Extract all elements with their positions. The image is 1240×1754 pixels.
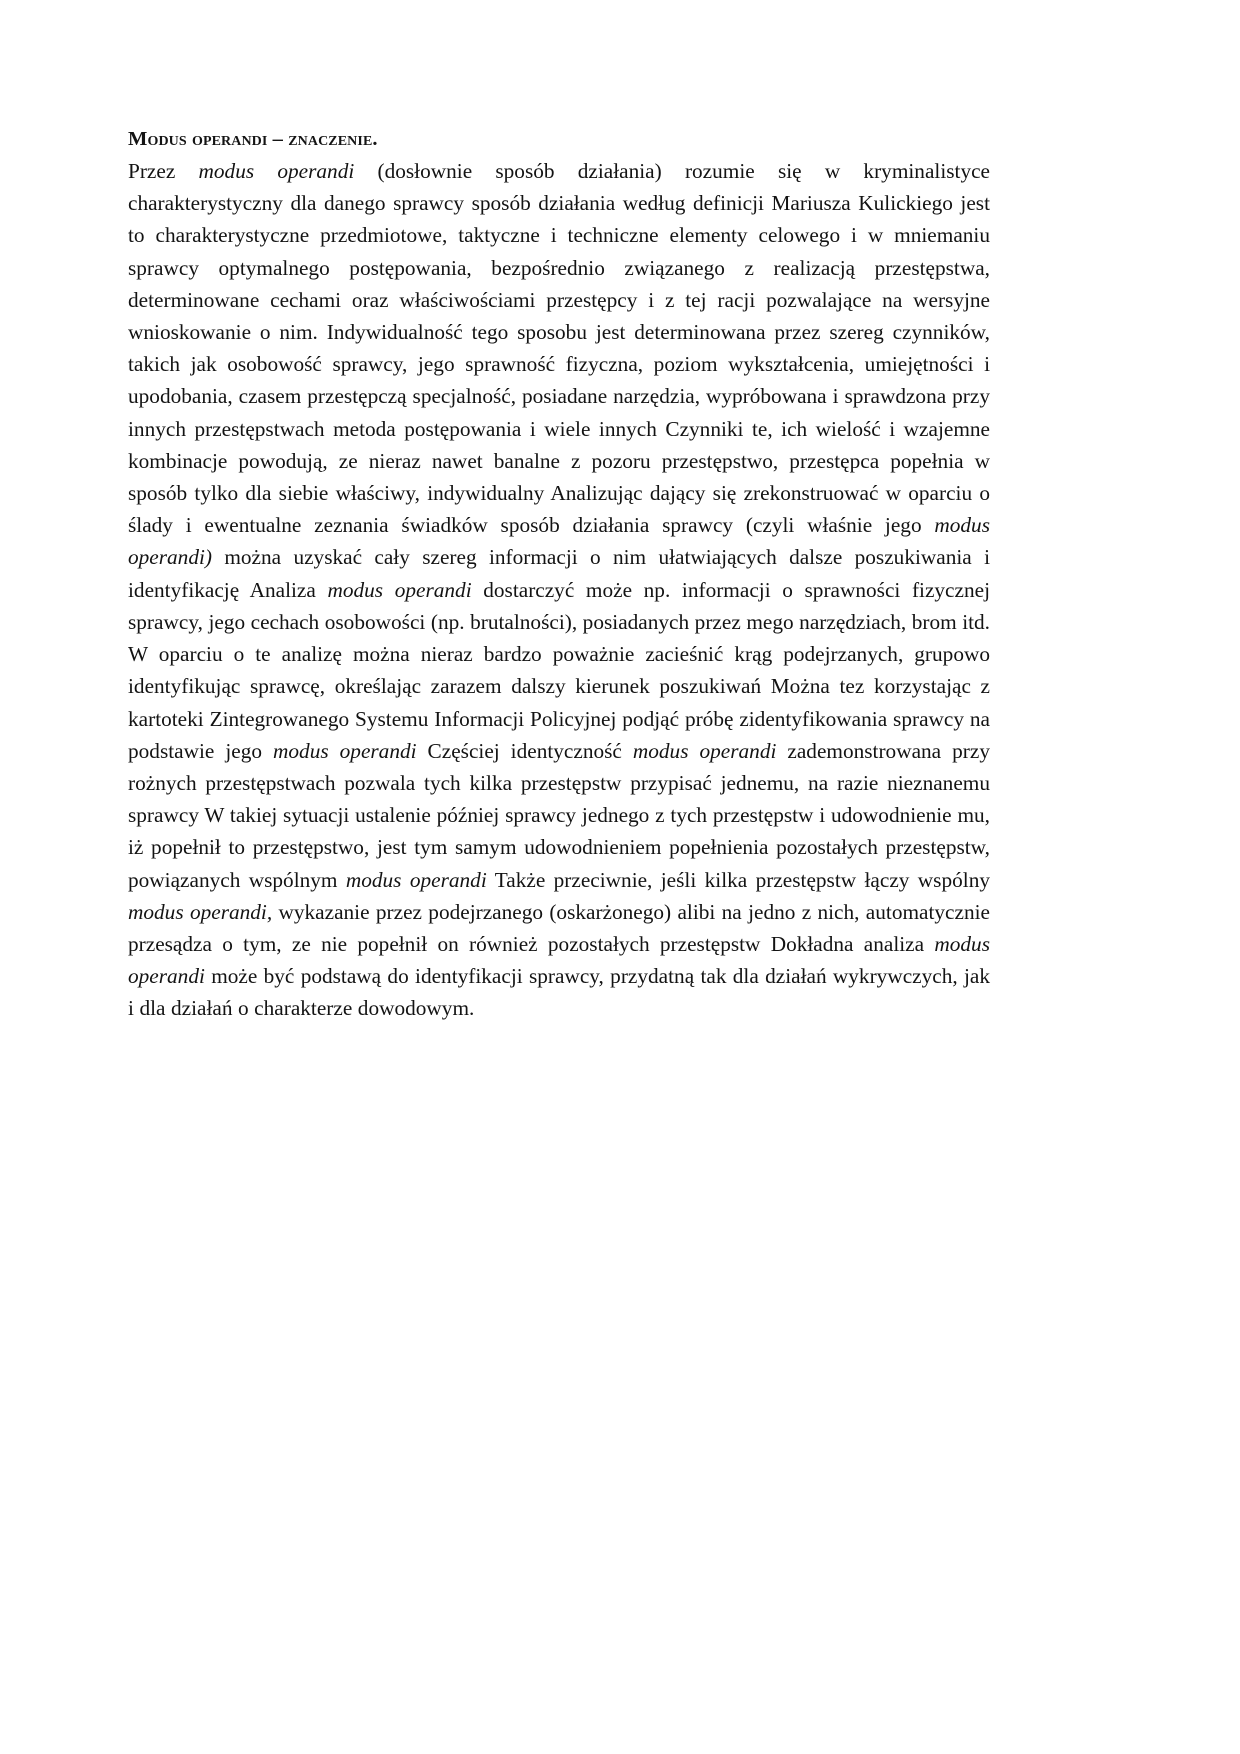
emphasis-term: modus operandi	[632, 738, 777, 763]
body-text-run: dostarczyć może np. informacji o sprawności fizycznej sprawcy, jego cechach osobowości (np. brutalności), posiadanych przez mego narzędziach, brom itd. W oparciu o te analizę można nieraz bardzo poważnie zacieśnić krąg podejrzanych, grupowo identyfikując sprawcę, określając zarazem dalszy kierunek poszukiwań Można tez korzystając z kartoteki Zintegrowanego Systemu Informacji Policyjnej podjąć próbę zidentyfikowania sprawcy na podstawie jego	[128, 577, 990, 763]
emphasis-term: modus operandi	[198, 159, 355, 184]
body-paragraph	[128, 155, 990, 1024]
page-title: Modus operandi – znaczenie.	[128, 128, 378, 150]
body-text-run: Przez	[128, 159, 199, 184]
emphasis-term: modus operandi)	[128, 513, 990, 570]
document-content	[128, 126, 990, 1025]
body-text-run: (dosłownie sposób działania) rozumie się w kryminalistyce charakterystyczny dla danego sprawcy sposób działania według definicji Mariusza Kulickiego jest to charakterystyczne przedmiotowe, taktyczne i techniczne elementy celowego i w mniemaniu sprawcy optymalnego postępowania, bezpośrednio związanego z realizacją przestępstwa, determinowane cechami oraz właściwościami przestępcy i z tej racji pozwalające na wersyjne wnioskowanie o nim. Indywidualność tego sposobu jest determinowana przez szereg czynników, takich jak osobowość sprawcy, jego sprawność fizyczna, poziom wykształcenia, umiejętności i upodobania, czasem przestępczą specjalność, posiadane narzędzia, wypróbowana i sprawdzona przy innych przestępstwach metoda postępowania i wiele innych Czynniki te, ich wielość i wzajemne kombinacje powodują, ze nieraz nawet banalne z pozoru przestępstwo, przestępca popełnia w sposób tylko dla siebie właściwy, indywidualny Analizując dający się zrekonstruować w oparciu o ślady i ewentualne zeznania świadków sposób działania sprawcy (czyli właśnie jego	[128, 159, 990, 538]
emphasis-term: modus operandi	[327, 577, 472, 602]
body-text-run: może być podstawą do identyfikacji sprawcy, przydatną tak dla działań wykrywczych, jak i dla działań o charakterze dowodowym.	[128, 964, 990, 1021]
body-text-run: Także przeciwnie, jeśli kilka przestępstw łączy wspólny	[486, 867, 990, 892]
emphasis-term: modus operandi	[273, 738, 417, 763]
body-text-run: zademonstrowana przy rożnych przestępstwach pozwala tych kilka przestępstw przypisać jednemu, na razie nieznanemu sprawcy W takiej sytuacji ustalenie później sprawcy jednego z tych przestępstw i udowodnienie mu, iż popełnił to przestępstwo, jest tym samym udowodnieniem popełnienia pozostałych przestępstw, powiązanych wspólnym	[128, 738, 990, 892]
emphasis-term: modus operandi	[345, 867, 487, 892]
body-text-run: Częściej identyczność	[416, 738, 633, 763]
body-text-run: można uzyskać cały szereg informacji o nim ułatwiających dalsze poszukiwania i identyfikację Analiza	[128, 545, 990, 602]
emphasis-term: modus operandi	[128, 931, 990, 989]
emphasis-term: modus operandi,	[128, 899, 273, 924]
body-text-run: wykazanie przez podejrzanego (oskarżonego) alibi na jedno z nich, automatycznie przesądza o tym, ze nie popełnił on również pozostałych przestępstw Dokładna analiza	[128, 899, 990, 956]
